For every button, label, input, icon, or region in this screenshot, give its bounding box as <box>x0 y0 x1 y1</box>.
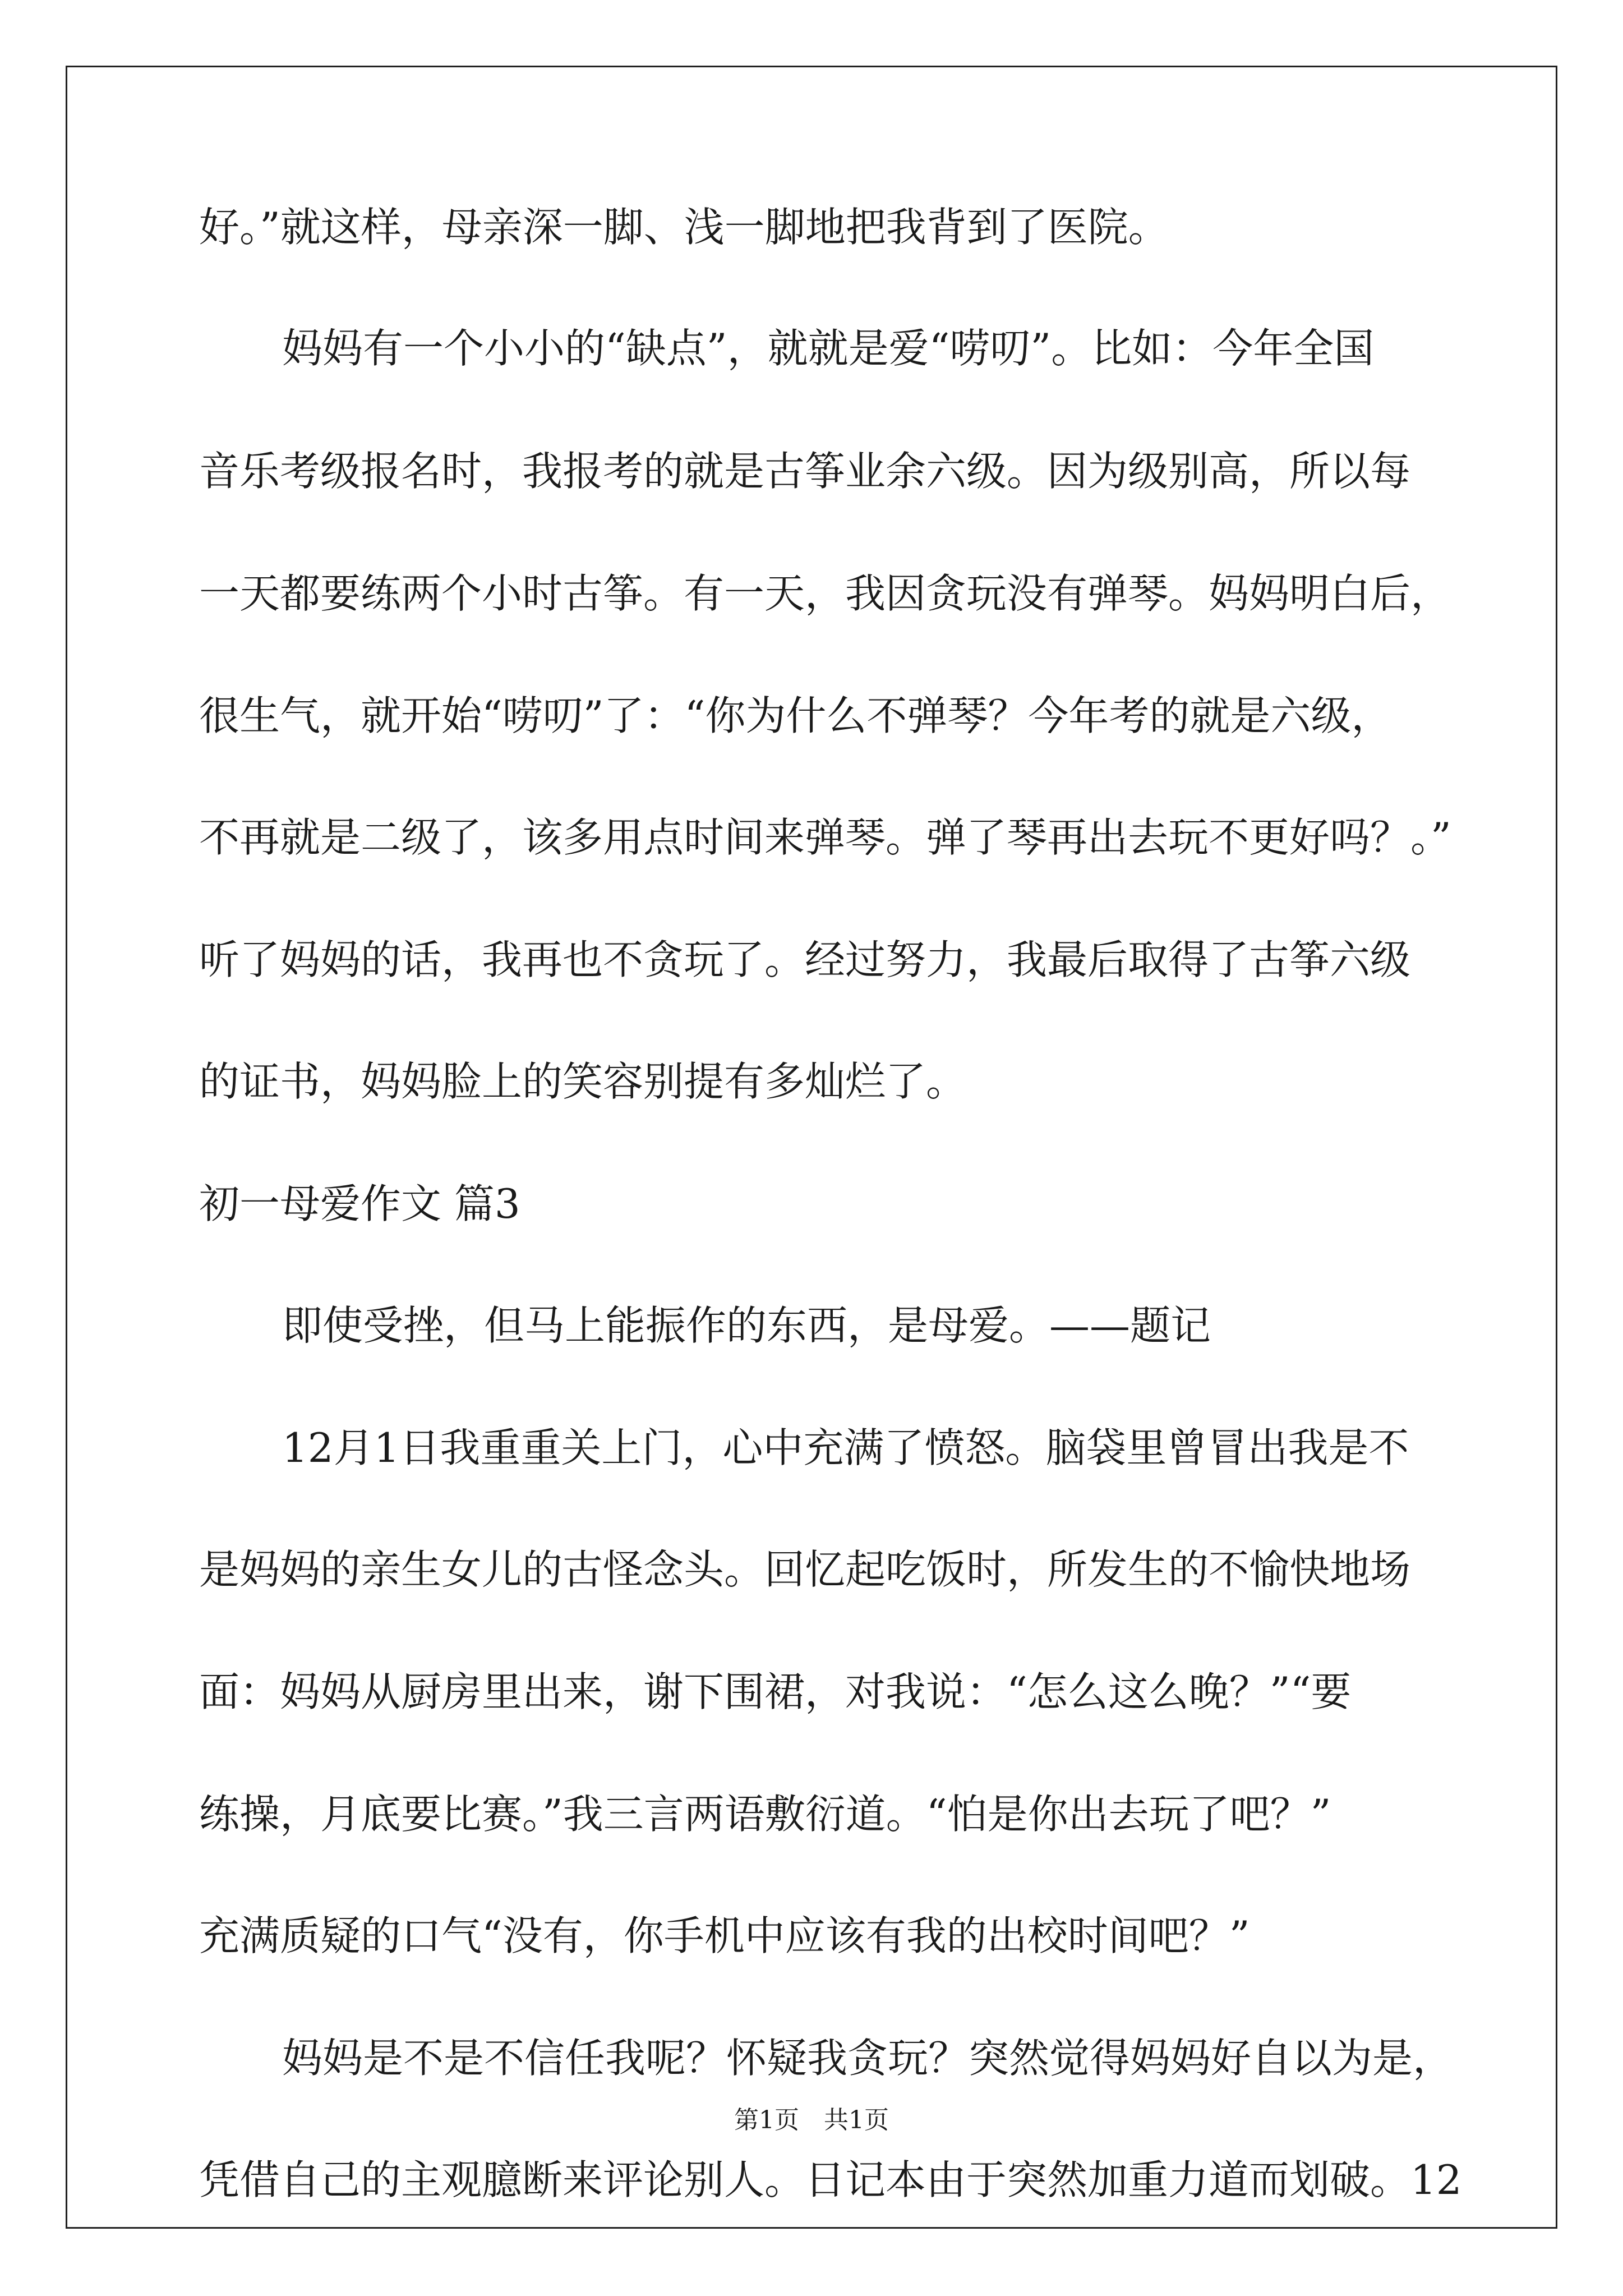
page-footer: 第1页 共1页 <box>734 2106 889 2134</box>
text-line-5: 很生气，就开始“唠叨”了：“你为什么不弹琴？今年考的就是六级， <box>199 692 1392 739</box>
text-line-2: 妈妈有一个小小的“缺点”，就就是爱“唠叨”。比如：今年全国 <box>282 325 1375 372</box>
text-line-4: 一天都要练两个小时古筝。有一天，我因贪玩没有弹琴。妈妈明白后， <box>199 570 1451 617</box>
text-line-16: 妈妈是不是不信任我呢？怀疑我贪玩？突然觉得妈妈好自以为是， <box>282 2035 1454 2082</box>
text-line-8: 的证书，妈妈脸上的笑容别提有多灿烂了。 <box>199 1058 967 1105</box>
text-line-10: 即使受挫，但马上能振作的东西，是母爱。——题记 <box>282 1302 1211 1349</box>
text-line-7: 听了妈妈的话，我再也不贪玩了。经过努力，我最后取得了古筝六级 <box>199 936 1411 983</box>
text-line-13: 面：妈妈从厨房里出来，谢下围裙，对我说：“怎么这么晚？”“要 <box>199 1668 1352 1715</box>
text-line-15: 充满质疑的口气“没有，你手机中应该有我的出校时间吧？” <box>199 1912 1250 1959</box>
text-line-6: 不再就是二级了，该多用点时间来弹琴。弹了琴再出去玩不更好吗？。” <box>199 814 1451 861</box>
section-heading: 初一母爱作文 篇3 <box>199 1180 520 1227</box>
text-line-11: 12月1日我重重关上门，心中充满了愤怒。脑袋里曾冒出我是不 <box>282 1424 1409 1471</box>
text-line-12: 是妈妈的亲生女儿的古怪念头。回忆起吃饭时，所发生的不愉快地场 <box>199 1546 1411 1593</box>
text-line-1: 好。”就这样，母亲深一脚、浅一脚地把我背到了医院。 <box>199 204 1169 251</box>
text-line-14: 练操，月底要比赛。”我三言两语敷衍道。“怕是你出去玩了吧？” <box>199 1791 1331 1838</box>
page-border <box>66 66 1557 2229</box>
text-line-17: 凭借自己的主观臆断来评论别人。日记本由于突然加重力道而划破。12 <box>199 2156 1462 2203</box>
text-line-3: 音乐考级报名时，我报考的就是古筝业余六级。因为级别高，所以每 <box>199 448 1411 495</box>
